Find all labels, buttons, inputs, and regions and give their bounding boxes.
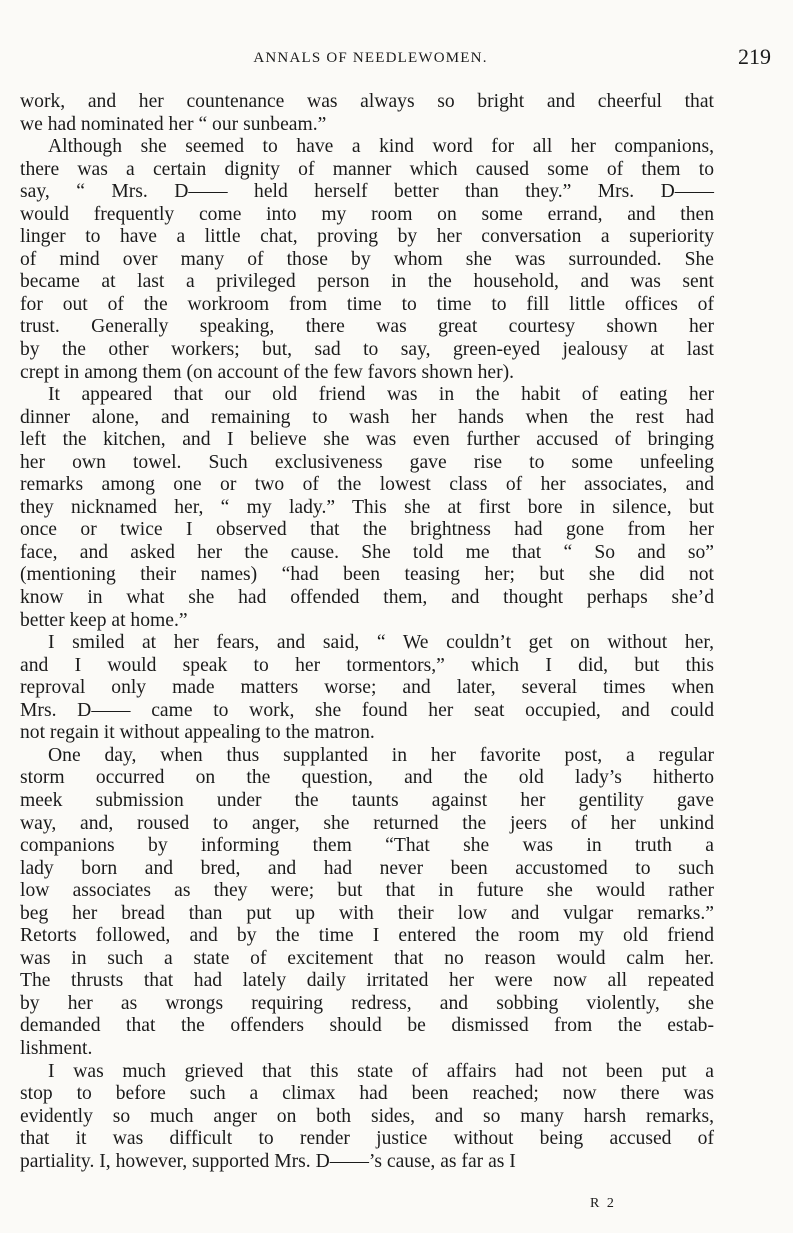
text-line: reproval only made matters worse; and later, several times when bbox=[20, 677, 714, 699]
text-line: way, and, roused to anger, she returned the jeers of her unkind bbox=[20, 812, 714, 834]
text-line: left the kitchen, and I believe she was even further accused of bringing bbox=[20, 429, 714, 451]
text-line: (mentioning their names) “had been teasing her; but she did not bbox=[20, 564, 714, 586]
text-line: dinner alone, and remaining to wash her hands when the rest had bbox=[20, 406, 714, 428]
text-line: lishment. bbox=[20, 1037, 93, 1059]
text-line: Retorts followed, and by the time I entered the room my old friend bbox=[20, 925, 714, 947]
text-line: face, and asked her the cause. She told me that “ So and so” bbox=[20, 541, 714, 563]
text-line: for out of the workroom from time to time to fill little offices of bbox=[20, 293, 714, 315]
text-line: better keep at home.” bbox=[20, 609, 188, 631]
text-line: once or twice I observed that the brightness had gone from her bbox=[20, 519, 714, 541]
text-line: would frequently come into my room on some errand, and then bbox=[20, 203, 714, 225]
text-line: meek submission under the taunts against her gentility gave bbox=[20, 789, 714, 811]
text-line: Mrs. D—— came to work, she found her seat occupied, and could bbox=[20, 699, 714, 721]
text-line: not regain it without appealing to the matron. bbox=[20, 722, 375, 744]
text-line: work, and her countenance was always so bright and cheerful that bbox=[20, 91, 714, 112]
text-line: trust. Generally speaking, there was great courtesy shown her bbox=[20, 316, 714, 338]
paragraph bbox=[20, 384, 714, 632]
running-title: ANNALS OF NEEDLEWOMEN. bbox=[253, 50, 488, 66]
text-line: and I would speak to her tormentors,” which I did, but this bbox=[20, 654, 714, 676]
text-line: we had nominated her “ our sunbeam.” bbox=[20, 113, 327, 135]
text-line: partiality. I, however, supported Mrs. D——’s cause, as far as I bbox=[20, 1150, 516, 1172]
text-line: demanded that the offenders should be dismissed from the estab- bbox=[20, 1015, 714, 1037]
text-line: say, “ Mrs. D—— held herself better than they.” Mrs. D—— bbox=[20, 181, 714, 203]
text-line: they nicknamed her, “ my lady.” This she at first bore in silence, but bbox=[20, 496, 714, 518]
text-line: I was much grieved that this state of affairs had not been put a bbox=[48, 1060, 714, 1082]
text-line: companions by informing them “That she was in truth a bbox=[20, 835, 714, 857]
text-line: beg her bread than put up with their low and vulgar remarks.” bbox=[20, 902, 714, 924]
text-line: remarks among one or two of the lowest class of her associates, and bbox=[20, 474, 714, 496]
text-line: by her as wrongs requiring redress, and sobbing violently, she bbox=[20, 992, 714, 1014]
printer-signature-mark: R 2 bbox=[590, 1196, 616, 1211]
text-line: storm occurred on the question, and the old lady’s hitherto bbox=[20, 767, 714, 789]
body-text bbox=[20, 91, 714, 1173]
text-line: was in such a state of excitement that no reason would calm her. bbox=[20, 947, 714, 969]
text-line: by the other workers; but, sad to say, green-eyed jealousy at last bbox=[20, 339, 714, 361]
text-line: stop to before such a climax had been reached; now there was bbox=[20, 1083, 714, 1105]
text-line: crept in among them (on account of the few favors shown her). bbox=[20, 361, 515, 383]
paragraph bbox=[20, 136, 714, 384]
text-line: I smiled at her fears, and said, “ We couldn’t get on without her, bbox=[48, 632, 714, 654]
text-line: became at last a privileged person in the household, and was sent bbox=[20, 271, 714, 293]
paragraph bbox=[20, 632, 714, 745]
text-line: low associates as they were; but that in future she would rather bbox=[20, 880, 714, 902]
text-line: there was a certain dignity of manner which caused some of them to bbox=[20, 158, 714, 180]
text-line: lady born and bred, and had never been accustomed to such bbox=[20, 857, 714, 879]
paragraph bbox=[20, 1061, 714, 1174]
text-line: know in what she had offended them, and thought perhaps she’d bbox=[20, 587, 714, 609]
text-line: Although she seemed to have a kind word for all her companions, bbox=[48, 136, 714, 158]
text-line: of mind over many of those by whom she was surrounded. She bbox=[20, 248, 714, 270]
text-line: It appeared that our old friend was in the habit of eating her bbox=[48, 384, 714, 406]
paragraph bbox=[20, 745, 714, 1061]
text-line: linger to have a little chat, proving by her conversation a superiority bbox=[20, 226, 714, 248]
text-line: that it was difficult to render justice without being accused of bbox=[20, 1128, 714, 1150]
text-line: evidently so much anger on both sides, and so many harsh remarks, bbox=[20, 1105, 714, 1127]
running-header bbox=[22, 44, 771, 72]
page-number: 219 bbox=[738, 44, 771, 69]
text-line: One day, when thus supplanted in her favorite post, a regular bbox=[48, 744, 714, 766]
paragraph bbox=[20, 91, 714, 136]
text-line: her own towel. Such exclusiveness gave rise to some unfeeling bbox=[20, 451, 714, 473]
text-line: The thrusts that had lately daily irritated her were now all repeated bbox=[20, 970, 714, 992]
